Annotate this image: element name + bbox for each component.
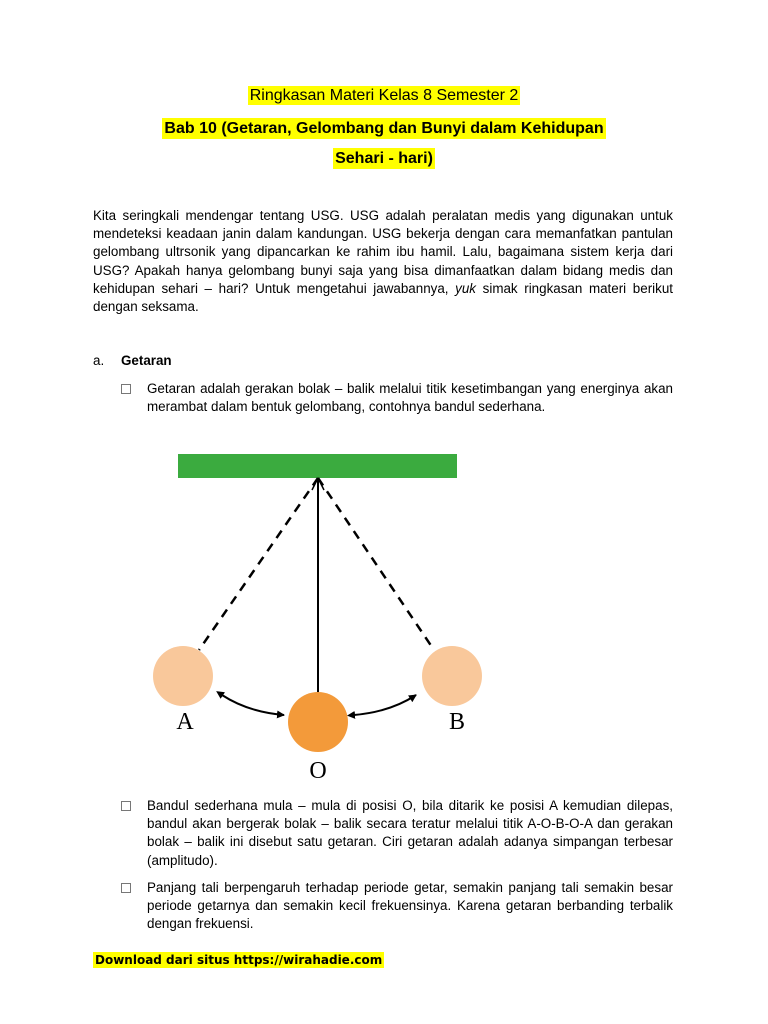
checkbox-bullet-icon — [121, 384, 131, 394]
footer-download-link[interactable]: Download dari situs https://wirahadie.com — [95, 953, 383, 967]
bullet-text: Panjang tali berpengaruh terhadap periode getar, semakin panjang tali semakin besar periode getarnya dan semakin kecil frekuensinya. Karena getaran berbanding terbalik dengan frekuensi. — [147, 880, 673, 932]
label-b: B — [448, 709, 466, 735]
section-letter: a. — [93, 353, 105, 368]
intro-italic: yuk — [455, 280, 476, 296]
intro-paragraph — [93, 207, 673, 316]
pendulum-bob-b — [422, 646, 482, 706]
pendulum-bob-a — [153, 646, 213, 706]
section-title: Getaran — [121, 353, 172, 368]
bullet-item — [121, 797, 673, 870]
bullet-text: Bandul sederhana mula – mula di posisi O, bila ditarik ke posisi A kemudian dilepas, bandul akan bergerak bolak – balik secara teratur melalui titik A-O-B-O-A dan gerakan bolak – balik ini disebut satu getaran. Ciri getaran adalah adanya simpangan terbesar (amplitudo). — [147, 798, 673, 868]
intro-text-2: simak ringkasan materi berikut dengan seksama. — [93, 280, 673, 315]
pendulum-string-left-dashed — [199, 478, 318, 650]
pendulum-support — [178, 454, 457, 478]
intro-text-1: Kita seringkali mendengar tentang USG. USG adalah peralatan medis yang digunakan untuk mendeteksi keadaan janin dalam kandungan. USG bekerja dengan cara memanfatkan pantulan gelombang ultrsonik yang dipancarkan ke rahim ibu hamil. Lalu, bagaimana sistem kerja dari USG? Apakah hanya gelombang bunyi saja yang bisa dimanfaatkan dalam bidang medis dan kehidupan sehari – hari? Untuk mengetahui jawabannya, — [93, 208, 673, 296]
checkbox-bullet-icon — [121, 801, 131, 811]
swing-arrow-right-icon — [354, 695, 416, 715]
label-o: O — [309, 758, 327, 784]
bullet-text: Getaran adalah gerakan bolak – balik melalui titik kesetimbangan yang energinya akan merambat dalam bentuk gelombang, contohnya bandul sederhana. — [147, 381, 673, 415]
title-line-1: Ringkasan Materi Kelas 8 Semester 2 — [249, 87, 519, 104]
pendulum-bob-o — [288, 692, 348, 752]
swing-arrow-left-icon — [222, 695, 284, 715]
bullet-item — [121, 380, 673, 416]
title-line-3: Sehari - hari) — [335, 150, 433, 167]
pendulum-figure — [140, 447, 520, 792]
checkbox-bullet-icon — [121, 883, 131, 893]
label-a: A — [176, 709, 194, 735]
bullet-item — [121, 879, 673, 934]
title-line-2: Bab 10 (Getaran, Gelombang dan Bunyi dalam Kehidupan — [164, 120, 604, 137]
section-heading — [93, 353, 172, 368]
pendulum-string-right-dashed — [318, 478, 434, 650]
